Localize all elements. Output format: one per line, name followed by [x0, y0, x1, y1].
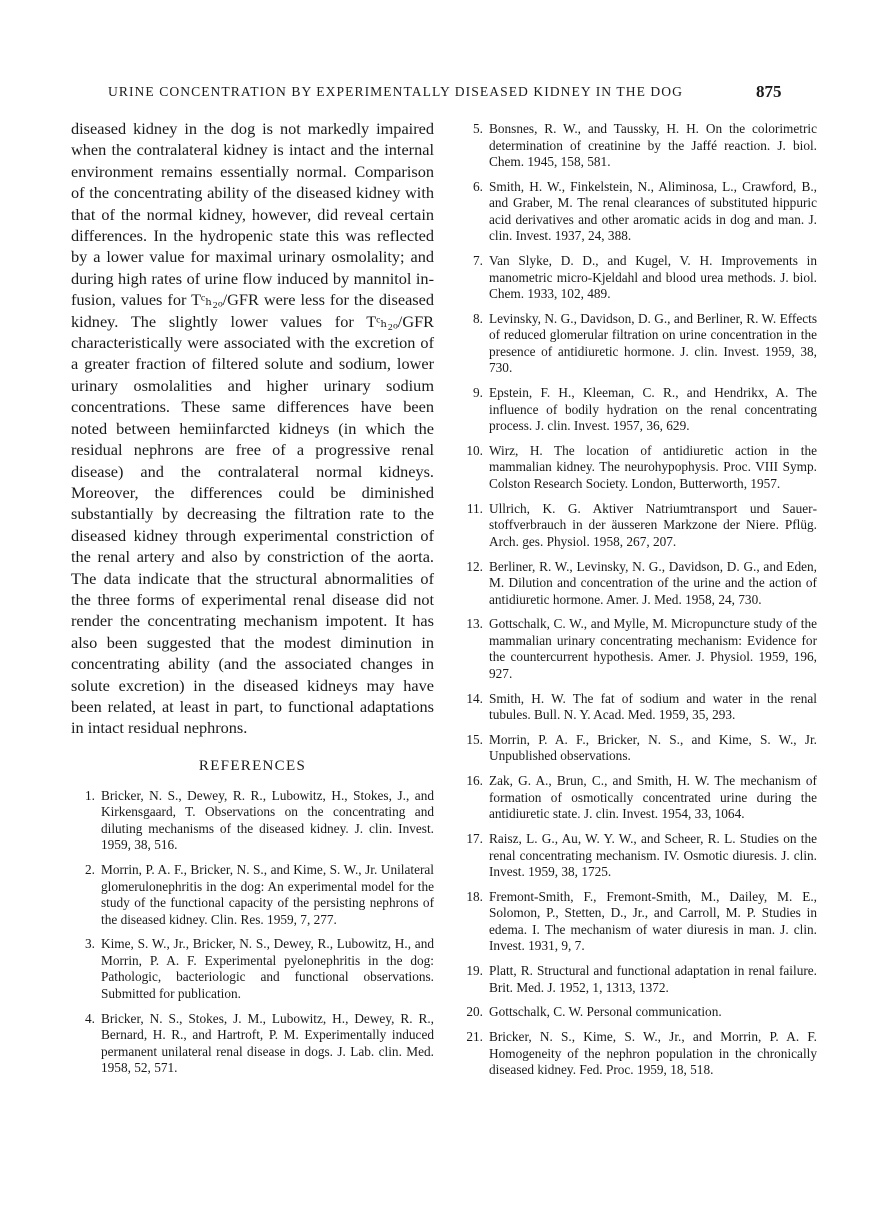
- reference-number: 1.: [85, 787, 95, 803]
- reference-item: [455, 501, 817, 551]
- reference-list-right: [455, 121, 817, 1112]
- reference-text: Epstein, F. H., Kleeman, C. R., and Hendrikx, A. The influence of bodily hydration on the renal concentrating process. J. clin. Invest. 1957, 36, 629.: [489, 385, 817, 434]
- reference-number: 7.: [473, 253, 483, 269]
- reference-list-left: [71, 788, 434, 1077]
- reference-item: [455, 179, 817, 245]
- reference-text: Smith, H. W., Finkelstein, N., Aliminosa, L., Crawford, B., and Graber, M. The renal clearances of substituted hippuric acid derivatives and other aromatic acids in dog and man. J. clin. Invest. 1937, 24, 388.: [489, 178, 817, 244]
- reference-item: [455, 831, 817, 881]
- reference-text: Bricker, N. S., Kime, S. W., Jr., and Morrin, P. A. F. Homogeneity of the nephron population in the chronically diseased kidney. Fed. Proc. 1959, 18, 518.: [489, 1029, 817, 1078]
- reference-number: 18.: [466, 888, 483, 904]
- references-heading: REFERENCES: [198, 757, 307, 774]
- reference-text: Bonsnes, R. W., and Taussky, H. H. On the colorimetric determination of creatinine by the Jaffé reaction. J. biol. Chem. 1945, 158, 581.: [489, 121, 817, 169]
- reference-item: [71, 936, 434, 1002]
- reference-text: Raisz, L. G., Au, W. Y. W., and Scheer, R. L. Studies on the renal concentrating mechanism. IV. Osmotic diuresis. J. clin. Invest. 1959, 38, 1725.: [489, 831, 817, 880]
- reference-number: 4.: [85, 1010, 95, 1026]
- reference-text: Kime, S. W., Jr., Bricker, N. S., Dewey, R., Lubowitz, H., and Morrin, P. A. F. Experimental pyelonephritis in the dog: Pathologic, bacteriologic and functional observations. Submitted for publication.: [101, 936, 434, 1001]
- reference-number: 13.: [466, 616, 483, 632]
- reference-item: [71, 788, 434, 854]
- reference-text: Ullrich, K. G. Aktiver Natriumtransport und Sauerstoffverbrauch in der äusseren Markzone der Niere. Pflüg. Arch. ges. Physiol. 1958, 267, 207.: [489, 500, 817, 549]
- reference-item: [455, 732, 817, 765]
- reference-text: Levinsky, N. G., Davidson, D. G., and Berliner, R. W. Effects of reduced glomerular filtration on urine concentration in the presence of antidiuretic hormone. J. clin. Invest. 1959, 38, 730.: [489, 310, 817, 376]
- reference-number: 6.: [473, 178, 483, 194]
- reference-text: Berliner, R. W., Levinsky, N. G., Davidson, D. G., and Eden, M. Dilution and concentration of the urine and the action of antidiuretic hormone. Amer. J. Med. 1958, 24, 730.: [489, 558, 817, 607]
- reference-text: Bricker, N. S., Dewey, R. R., Lubowitz, H., Stokes, J., and Kirkensgaard, T. Observations on the concentrating and diluting mechanisms of the diseased kidney. J. clin. Invest. 1959, 38, 516.: [101, 787, 434, 853]
- reference-number: 17.: [466, 831, 483, 847]
- left-column: [71, 118, 434, 1085]
- reference-item: [455, 773, 817, 823]
- reference-text: Gottschalk, C. W. Personal communication.: [489, 1004, 722, 1020]
- reference-number: 5.: [473, 121, 483, 136]
- reference-number: 21.: [466, 1029, 483, 1045]
- reference-text: Morrin, P. A. F., Bricker, N. S., and Kime, S. W., Jr. Unilateral glomerulonephritis in the dog: An experimental model for the study of the functional capacity of the persisting nephrons of the diseased kidney. Clin. Res. 1959, 7, 277.: [101, 862, 434, 927]
- reference-item: [455, 963, 817, 996]
- reference-item: [455, 691, 817, 724]
- reference-item: [71, 862, 434, 928]
- reference-text: Smith, H. W. The fat of sodium and water in the renal tubules. Bull. N. Y. Acad. Med. 1959, 35, 293.: [489, 690, 817, 723]
- reference-text: Morrin, P. A. F., Bricker, N. S., and Kime, S. W., Jr. Unpublished observations.: [489, 731, 817, 764]
- reference-item: [455, 1004, 817, 1021]
- page-number: 875: [756, 82, 782, 101]
- reference-item: [455, 311, 817, 377]
- reference-text: Platt, R. Structural and functional adaptation in renal failure. Brit. Med. J. 1952, 1, 1313, 1372.: [489, 963, 817, 995]
- reference-number: 15.: [466, 731, 483, 747]
- reference-item: [455, 559, 817, 609]
- reference-item: [455, 889, 817, 955]
- reference-text: Fremont-Smith, F., Fremont-Smith, M., Dailey, M. E., Solomon, P., Stetten, D., Jr., and Carroll, M. P. Studies in edema. I. The mechanism of water diuresis in man. J. clin. Invest. 1931, 9, 7.: [489, 888, 817, 954]
- reference-item: [455, 616, 817, 682]
- reference-number: 2.: [85, 862, 95, 878]
- reference-number: 11.: [466, 500, 483, 516]
- reference-number: 8.: [473, 310, 483, 326]
- reference-item: [455, 1029, 817, 1079]
- reference-number: 10.: [466, 442, 483, 458]
- reference-number: 19.: [466, 963, 483, 979]
- right-column: [455, 121, 817, 1120]
- reference-item: [455, 385, 817, 435]
- page-header: [108, 84, 816, 100]
- body-paragraph: diseased kidney in the dog is not markedly impaired when the contralateral kidney is intact and the internal environment remains essentially normal. Comparison of the concentrating ability of the diseased kidney with that of the normal kidney, however, did reveal certain differences. In the hydropenic state this was reflected by a lower value for maximal urinary osmolality; and during high rates of urine flow induced by mannitol infusion, values for Tᶜₕ₂ₒ/GFR were less for the diseased kidney. The slightly lower values for Tᶜₕ₂ₒ/GFR characteristically were associated with the excretion of a greater fraction of filtered solute and sodium, lower urinary osmolalities and higher urinary sodium concentrations. These same differences have been noted between hemiinfarcted kidneys (in which the residual nephrons are free of a progressive renal disease) and the contralateral normal kidneys. Moreover, the differences could be diminished substantially by decreasing the filtration rate to the diseased kidney through experimental constriction of the renal artery and also by constriction of the aorta. The data indicate that the structural abnormalities of the three forms of experimental renal disease did not render the concentrating mechanism impotent. It has also been suggested that the modest diminution in concentrating ability (and the associated changes in solute excretion) in the diseased kidneys may have been related, at least in part, to functional adaptations in intact residual nephrons.: [71, 119, 434, 738]
- reference-text: Wirz, H. The location of antidiuretic action in the mammalian kidney. The neurohypophysis. Proc. VIII Symp. Colston Research Society. London, Butterworth, 1957.: [489, 442, 817, 491]
- reference-text: Zak, G. A., Brun, C., and Smith, H. W. The mechanism of formation of osmotically concentrated urine during the antidiuretic state. J. clin. Invest. 1954, 33, 1064.: [489, 773, 817, 822]
- reference-text: Van Slyke, D. D., and Kugel, V. H. Improvements in manometric micro-Kjeldahl and blood urea methods. J. biol. Chem. 1933, 102, 489.: [489, 253, 817, 302]
- running-title: URINE CONCENTRATION BY EXPERIMENTALLY DISEASED KIDNEY IN THE DOG: [108, 84, 683, 99]
- reference-number: 14.: [466, 690, 483, 706]
- reference-item: [455, 253, 817, 303]
- reference-number: 16.: [466, 773, 483, 789]
- reference-item: [455, 443, 817, 493]
- reference-number: 9.: [473, 385, 483, 401]
- reference-number: 3.: [85, 936, 95, 952]
- reference-item: [455, 121, 817, 171]
- reference-text: Bricker, N. S., Stokes, J. M., Lubowitz, H., Dewey, R. R., Bernard, H. R., and Hartroft, P. M. Experimentally induced permanent unilateral renal disease in dogs. J. Lab. clin. Med. 1958, 52, 571.: [101, 1010, 434, 1076]
- reference-item: [71, 1011, 434, 1077]
- reference-text: Gottschalk, C. W., and Mylle, M. Micropuncture study of the mammalian urinary concentrating mechanism: Evidence for the countercurrent hypothesis. Amer. J. Physiol. 1959, 196, 927.: [489, 616, 817, 681]
- reference-number: 12.: [466, 558, 483, 574]
- reference-number: 20.: [466, 1004, 483, 1020]
